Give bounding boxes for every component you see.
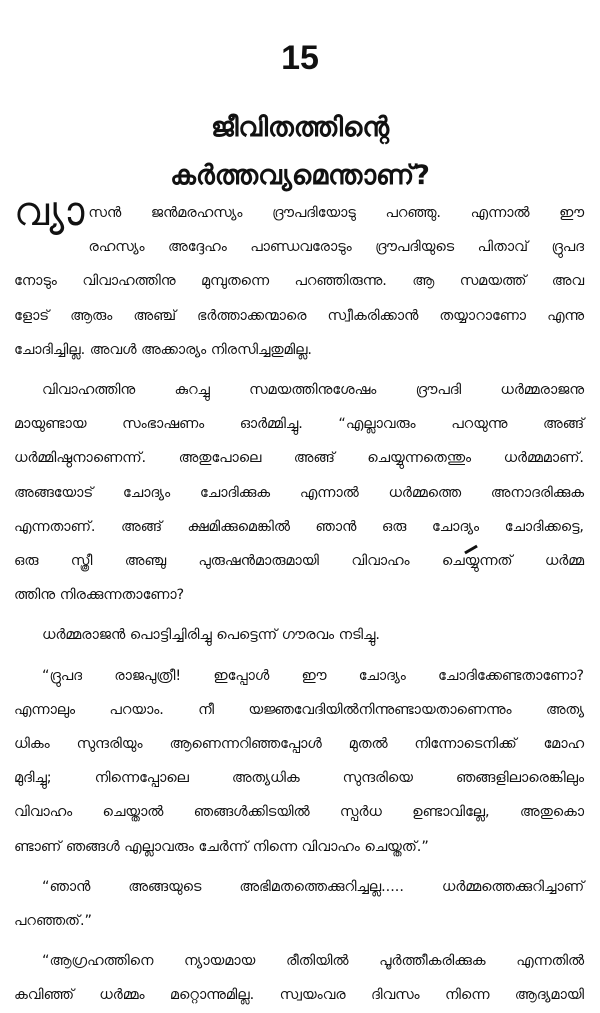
paragraph-5 xyxy=(14,870,584,938)
chapter-title xyxy=(0,104,600,200)
chapter-title-line-1: ജീവിതത്തിന്റെ xyxy=(210,112,390,143)
text-line: ഒരു സ്ത്രീ അഞ്ചു പുരുഷൻമാരുമായി വിവാഹം ചെയ്യുന്നത് ധർമ്മ xyxy=(14,553,584,570)
paragraph-2 xyxy=(14,373,584,612)
text-line: ധർമ്മരാജൻ പൊട്ടിച്ചിരിച്ചു പെട്ടെന്ന് ഗൗരവം നടിച്ചു. xyxy=(42,627,380,644)
text-line: മുദിച്ചു; നിന്നെപ്പോലെ അത്യധിക സുന്ദരിയെ ഞങ്ങളിലാരെങ്കിലും xyxy=(14,770,584,787)
drop-cap: വ്യാ xyxy=(14,189,85,235)
text-line: നോടും വിവാഹത്തിനു മുമ്പുതന്നെ പറഞ്ഞിരുന്നു. ആ സമയത്ത് അവ xyxy=(14,273,584,290)
text-line: ചോദിച്ചില്ല. അവൾ അക്കാര്യം നിരസിച്ചതുമില്ല. xyxy=(14,341,312,358)
text-line: ത്തിനു നിരക്കുന്നതാണോ? xyxy=(14,587,185,604)
paragraph-6 xyxy=(14,944,584,1012)
chapter-number: 15 xyxy=(281,39,319,77)
text-line: “ദ്രുപദ രാജപുത്രീ! ഇപ്പോൾ ഈ ചോദ്യം ചോദിക്കേണ്ടതാണോ? xyxy=(42,667,584,684)
text-line: ളോട് ആരും അഞ്ച് ഭർത്താക്കന്മാരെ സ്വീകരിക്കാൻ തയ്യാറാണോ എന്നു xyxy=(14,307,584,324)
text-line: അങ്ങയോട് ചോദ്യം ചോദിക്കുക എന്നാൽ ധർമ്മത്തെ അനാദരിക്കുക xyxy=(14,484,584,501)
text-line: ധർമ്മിഷ്ഠനാണെന്ന്. അതുപോലെ അങ്ങ് ചെയ്യുന്നതെന്തും ധർമ്മമാണ്. xyxy=(14,450,584,467)
text-line: പറഞ്ഞത്.” xyxy=(14,913,92,930)
text-line: ധികം സുന്ദരിയും ആണെന്നറിഞ്ഞപ്പോൾ മുതൽ നിന്നോടെനിക്ക് മോഹ xyxy=(14,736,584,753)
chapter-body xyxy=(14,189,584,1013)
text-line: സൻ ജൻമരഹസ്യം ദ്രൗപദിയോടു പറഞ്ഞു. എന്നാൽ ഈ xyxy=(88,205,584,221)
text-line: മായുണ്ടായ സംഭാഷണം ഓർമ്മിച്ചു. “എല്ലാവരും പറയുന്നു അങ്ങ് xyxy=(14,416,584,433)
text-line: വിവാഹം ചെയ്താൽ ഞങ്ങൾക്കിടയിൽ സ്പർധ ഉണ്ടാവില്ലേ, അതുകൊ xyxy=(14,804,584,821)
text-line: “ഞാൻ അങ്ങയുടെ അഭിമതത്തെക്കുറിച്ചല്ല..... ധർമ്മത്തെക്കുറിച്ചാണ് xyxy=(42,878,584,895)
text-line: എന്നാലും പറയാം. നീ യജ്ഞവേദിയിൽനിന്നുണ്ടായതാണെന്നും അത്യ xyxy=(14,701,584,718)
text-line: വിവാഹത്തിനു കുറച്ചു സമയത്തിനുശേഷം ദ്രൗപദി ധർമ്മരാജനു xyxy=(42,382,584,399)
paragraph-1 xyxy=(14,189,584,367)
paragraph-3 xyxy=(14,618,584,652)
text-line: “ആഗ്രഹത്തിനെ ന്യായമായ രീതിയിൽ പൂർത്തീകരിക്കുക എന്നതിൽ xyxy=(42,953,584,970)
text-line: ണ്ടാണ് ഞങ്ങൾ എല്ലാവരും ചേർന്ന് നിന്നെ വിവാഹം ചെയ്തത്.” xyxy=(14,838,429,855)
text-line: രഹസ്യം അദ്ദേഹം പാണ്ഡവരോടും ദ്രൗപദിയുടെ പിതാവ് ദ്രുപദ xyxy=(88,239,584,256)
chapter-title-line-2: കർത്തവ്യമെന്താണ്? xyxy=(170,160,430,191)
paragraph-4 xyxy=(14,659,584,864)
text-line: എന്നതാണ്. അങ്ങ് ക്ഷമിക്കുമെങ്കിൽ ഞാൻ ഒരു ചോദ്യം ചോദിക്കട്ടെ, xyxy=(14,518,584,535)
text-line: കവിഞ്ഞ് ധർമ്മം മറ്റൊന്നുമില്ല. സ്വയംവര ദിവസം നിന്നെ ആദ്യമായി xyxy=(14,987,584,1004)
